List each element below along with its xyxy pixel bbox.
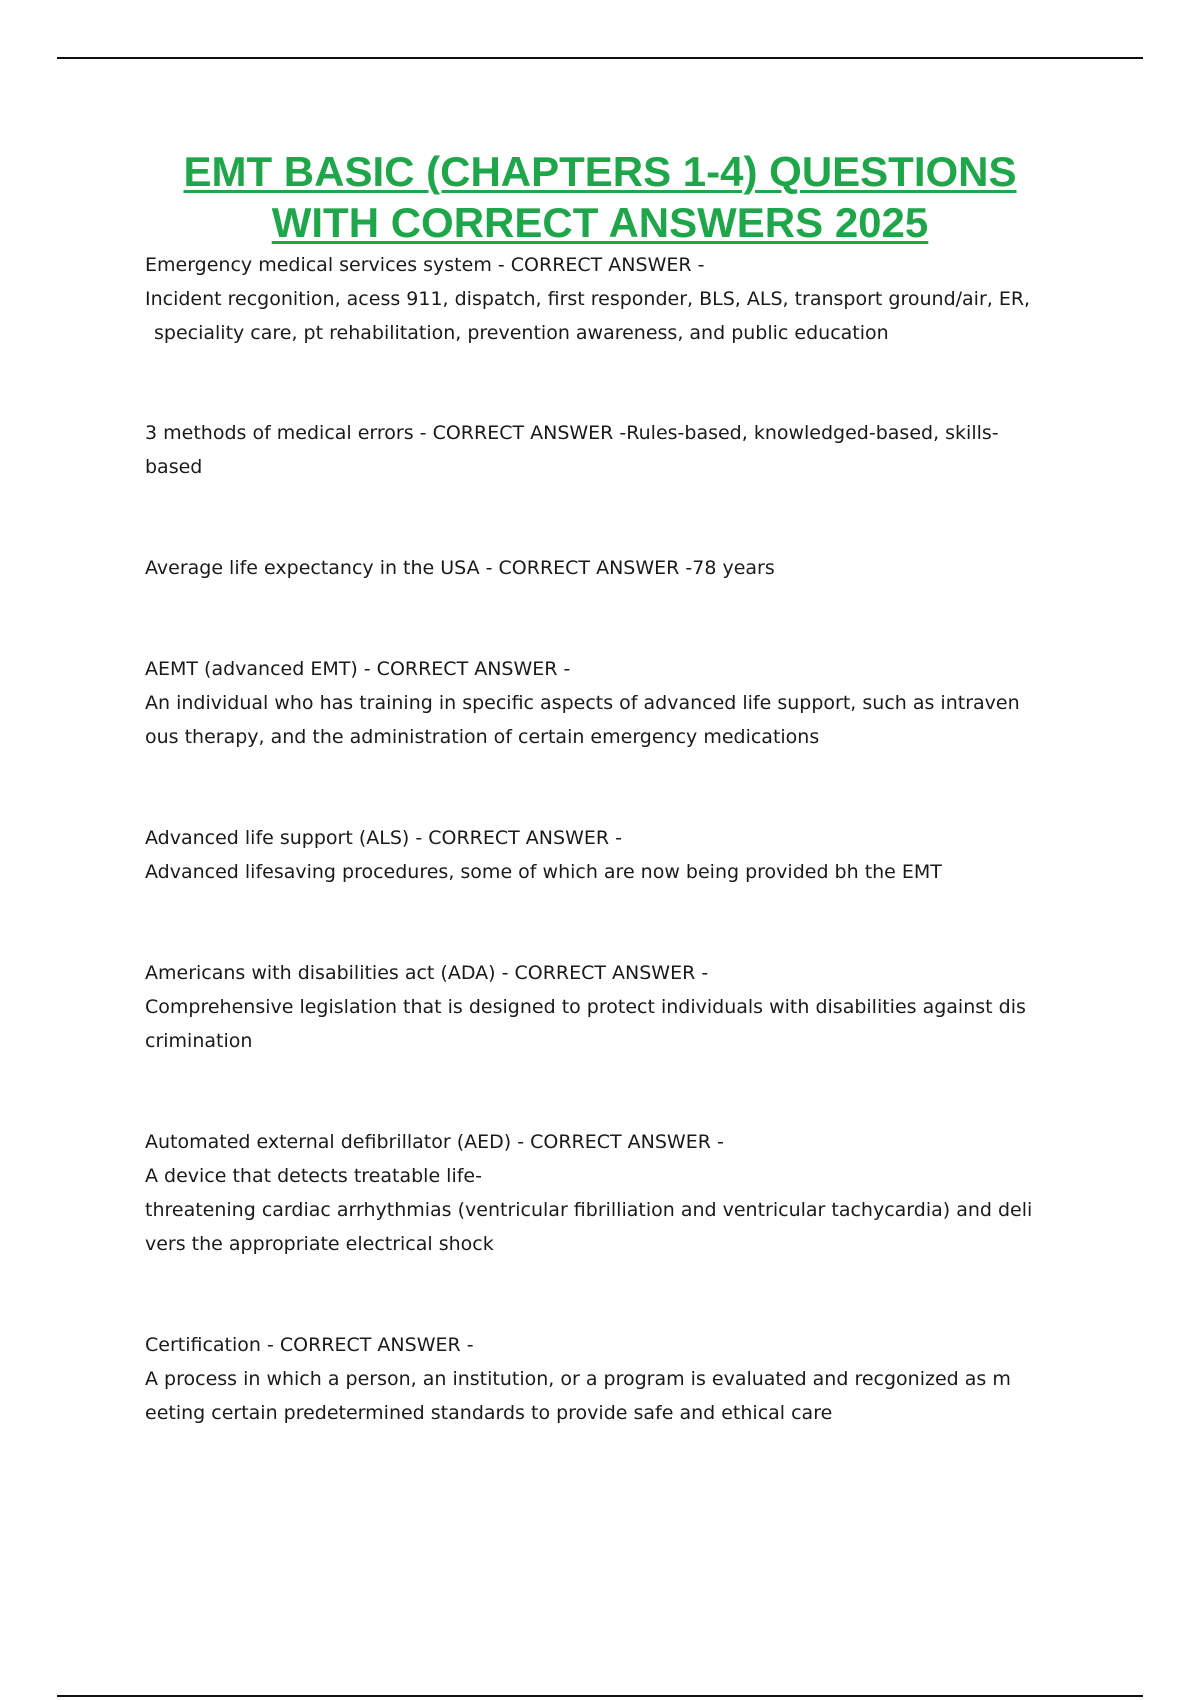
qa-answer-line: eeting certain predetermined standards to provide safe and ethical care — [145, 1402, 833, 1424]
qa-question: Americans with disabilities act (ADA) - CORRECT ANSWER - — [145, 962, 709, 984]
qa-question: Average life expectancy in the USA - CORRECT ANSWER -78 years — [145, 557, 775, 579]
qa-question: Automated external defibrillator (AED) - CORRECT ANSWER - — [145, 1131, 724, 1153]
qa-answer-line: Advanced lifesaving procedures, some of which are now being provided bh the EMT — [145, 861, 942, 883]
qa-question: AEMT (advanced EMT) - CORRECT ANSWER - — [145, 658, 571, 680]
qa-question: Advanced life support (ALS) - CORRECT ANSWER - — [145, 827, 622, 849]
qa-question: 3 methods of medical errors - CORRECT ANSWER -Rules-based, knowledged-based, skills- — [145, 422, 999, 444]
title-line-1: EMT BASIC (CHAPTERS 1-4) QUESTIONS — [183, 148, 1017, 195]
qa-item-life-expectancy — [145, 551, 1085, 585]
qa-answer-line: Comprehensive legislation that is designed to protect individuals with disabilities against dis — [145, 996, 1026, 1018]
qa-item-ada — [145, 956, 1085, 1058]
qa-question: Certification - CORRECT ANSWER - — [145, 1334, 474, 1356]
qa-answer-line: An individual who has training in specific aspects of advanced life support, such as intraven — [145, 692, 1020, 714]
document-title — [100, 146, 1100, 248]
qa-answer-line: A device that detects treatable life- — [145, 1165, 482, 1187]
qa-item-medical-errors — [145, 416, 1085, 484]
qa-answer-line: A process in which a person, an institution, or a program is evaluated and recgonized as m — [145, 1368, 1011, 1390]
qa-question: Emergency medical services system - CORRECT ANSWER - — [145, 254, 705, 276]
qa-item-als — [145, 821, 1085, 889]
qa-answer-line: threatening cardiac arrhythmias (ventricular fibrilliation and ventricular tachycardia) and deli — [145, 1199, 1033, 1221]
top-rule — [57, 57, 1143, 59]
qa-item-certification — [145, 1328, 1085, 1430]
bottom-rule — [57, 1695, 1143, 1697]
qa-answer-line: crimination — [145, 1030, 253, 1052]
qa-item-aed — [145, 1125, 1085, 1261]
qa-answer-line: speciality care, pt rehabilitation, prevention awareness, and public education — [154, 322, 889, 344]
qa-item-ems-system — [145, 248, 1085, 350]
qa-item-aemt — [145, 652, 1085, 754]
qa-list — [145, 248, 1085, 1430]
qa-answer-line: ous therapy, and the administration of certain emergency medications — [145, 726, 820, 748]
title-line-2: WITH CORRECT ANSWERS 2025 — [271, 199, 929, 246]
qa-answer-line: based — [145, 456, 203, 478]
qa-answer-line: Incident recgonition, acess 911, dispatch, first responder, BLS, ALS, transport ground/air, ER, — [145, 288, 1031, 310]
qa-answer-line: vers the appropriate electrical shock — [145, 1233, 494, 1255]
